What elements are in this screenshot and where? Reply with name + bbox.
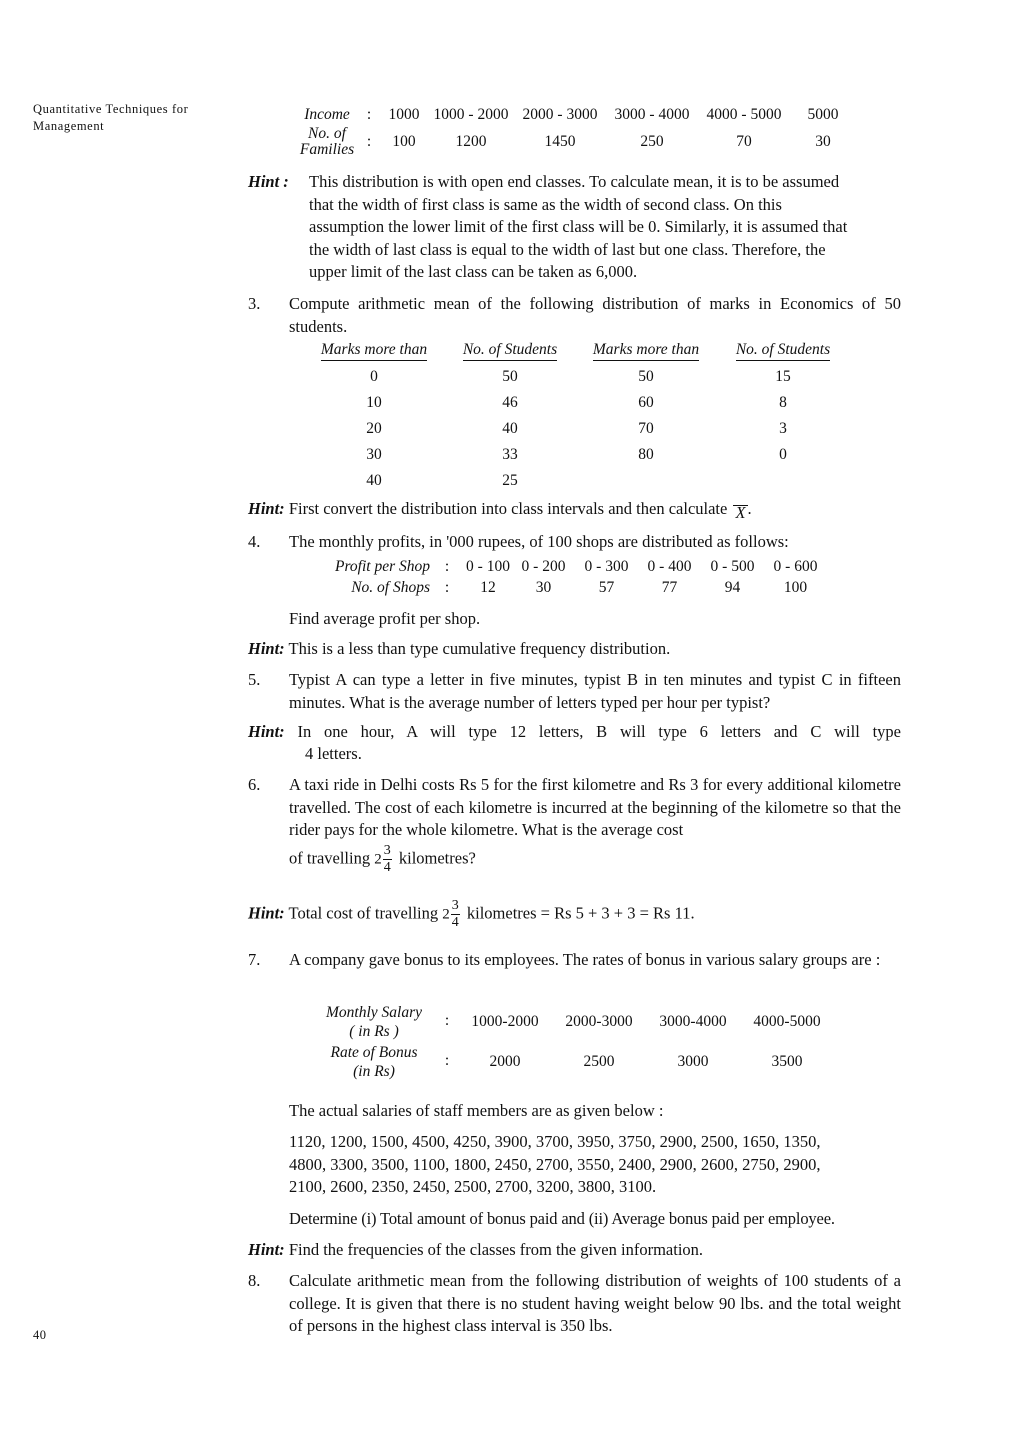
row-label: No. of Shops (351, 578, 430, 596)
hint-1-text (309, 171, 901, 284)
denominator: 4 (451, 915, 459, 930)
period: . (747, 499, 752, 518)
table-cell: 77 (661, 578, 678, 596)
table-row (312, 1042, 834, 1082)
table-cell (715, 468, 851, 494)
table-cell: 3 (779, 420, 787, 437)
income-label: Income (304, 106, 350, 123)
separator: : (444, 1052, 450, 1069)
question-text: The monthly profits, in '000 rupees, of 100 shops are distributed as follows: (289, 532, 789, 551)
fraction (383, 843, 392, 876)
hint-text: Total cost of travelling (288, 903, 439, 923)
hint-line: assumption the lower limit of the first class will be 0. Similarly, it is assumed that (309, 217, 848, 236)
row-label-line1: Rate of Bonus (330, 1044, 418, 1061)
table-cell: 20 (366, 420, 382, 437)
table-cell: 1000 (388, 106, 420, 123)
table-cell: 0 (370, 368, 378, 385)
table-cell: 4000-5000 (753, 1013, 821, 1030)
row-label (312, 1042, 436, 1082)
table-row (305, 416, 851, 442)
table-cell: 8 (779, 394, 787, 411)
hint-7 (248, 1239, 703, 1262)
row-label-line2: (in Rs) (353, 1063, 395, 1080)
separator: : (366, 106, 372, 123)
row-label-line1: Monthly Salary (326, 1004, 422, 1021)
table-cell: 0 - 100 (466, 557, 510, 575)
table-cell: 40 (502, 420, 518, 437)
salaries-intro: The actual salaries of staff members are as given below : (289, 1101, 664, 1120)
column-header: Marks more than (321, 341, 427, 361)
numerator: 3 (451, 898, 459, 913)
separator: : (366, 133, 372, 150)
row-label (312, 1002, 436, 1042)
salaries-line: 1120, 1200, 1500, 4500, 4250, 3900, 3700, 3950, 3750, 2900, 2500, 1650, 1350, (289, 1132, 821, 1151)
row-label: Profit per Shop (334, 557, 430, 575)
table-cell: 5000 (807, 106, 839, 123)
hint-3 (248, 498, 901, 521)
table-cell: 3000 - 4000 (614, 106, 690, 123)
families-label (296, 126, 358, 158)
whole-number: 2 (442, 906, 450, 923)
hint-4 (248, 638, 670, 661)
hint-text: This is a less than type cumulative frequency distribution. (288, 639, 671, 658)
hint-label: Hint: (248, 639, 285, 658)
hint-label (248, 171, 289, 194)
question-number: 4. (248, 532, 261, 551)
numerator: 3 (383, 843, 391, 858)
column-header: No. of Students (463, 341, 557, 361)
question-text: Typist A can type a letter in five minutes, typist B in ten minutes and typist C in fifteen minutes. What is the average number of letters typed per hour per typist? (289, 670, 901, 712)
hint-line: This distribution is with open end classes. To calculate mean, it is to be assumed (309, 172, 840, 191)
table-cell: 2000 - 3000 (522, 106, 598, 123)
table-cell: 70 (736, 133, 752, 150)
separator: : (444, 557, 450, 575)
families-label-line1: No. of (308, 125, 346, 142)
table-cell: 46 (502, 394, 518, 411)
table-cell: 25 (502, 472, 518, 489)
question-text: Calculate arithmetic mean from the following distribution of weights of 100 students of a college. It is given that there is no student having weight below 90 lbs. and the total weight of persons in the highest class interval is 350 lbs. (289, 1271, 901, 1335)
table-cell: 0 - 200 (521, 557, 566, 575)
table-cell: 1000-2000 (471, 1013, 539, 1030)
income-row (296, 104, 856, 126)
hint-line: the width of last class is equal to the width of last but one class. Therefore, the (309, 239, 826, 259)
table-cell: 250 (640, 133, 664, 150)
table-cell: 0 (779, 446, 787, 463)
running-header-line1: Quantitative Techniques for (33, 102, 189, 116)
table-cell: 57 (598, 578, 615, 596)
hint-line: upper limit of the last class can be taken as 6,000. (309, 262, 638, 281)
question-number: 7. (248, 950, 261, 969)
table-cell: 70 (638, 420, 654, 437)
row-label-line2: ( in Rs ) (349, 1023, 399, 1040)
table-row (318, 577, 827, 598)
table-row (305, 442, 851, 468)
hint-label-text: Hint : (248, 172, 289, 191)
table-header-row (305, 336, 851, 364)
table-cell: 2000-3000 (565, 1013, 633, 1030)
hint-text: In one hour, A will type 12 letters, B will type 6 letters and C will type (297, 722, 901, 741)
hint-line: that the width of first class is same as the width of second class. On this (309, 194, 782, 214)
hint-label: Hint: (248, 499, 285, 518)
table-cell: 40 (366, 472, 382, 489)
table-row (318, 556, 827, 577)
profit-table (318, 556, 827, 598)
table-row (305, 364, 851, 390)
fraction (451, 898, 460, 931)
hint-label: Hint: (248, 903, 285, 923)
table-cell: 15 (775, 368, 791, 385)
table-cell: 3500 (771, 1053, 803, 1070)
hint-6 (248, 898, 695, 931)
question-number: 3. (248, 294, 261, 313)
table-cell: 80 (638, 446, 654, 463)
question-number: 5. (248, 670, 261, 689)
x-bar-symbol: X (735, 503, 746, 522)
question-text: A company gave bonus to its employees. The rates of bonus in various salary groups are : (289, 950, 881, 969)
hint-text: First convert the distribution into class intervals and then calculate (288, 499, 728, 518)
families-row (296, 126, 856, 158)
running-header (33, 101, 188, 135)
column-header: Marks more than (593, 341, 699, 361)
table-cell: 0 - 500 (710, 557, 755, 575)
salaries-line: 2100, 2600, 2350, 2450, 2500, 2700, 3200, 3800, 3100. (289, 1177, 657, 1196)
table-cell: 0 - 300 (584, 557, 629, 575)
income-table (296, 104, 856, 158)
hint-text: kilometres = Rs 5 + 3 + 3 = Rs 11. (466, 903, 695, 923)
question-text: A taxi ride in Delhi costs Rs 5 for the first kilometre and Rs 3 for every additional kilometre travelled. The cost of each kilometre is incurred at the beginning of the kilometre so that the rider pays for the whole kilometre. What is the average cost (289, 775, 901, 839)
table-row (312, 1002, 834, 1042)
table-cell: 3000 (677, 1053, 709, 1070)
table-cell: 1450 (544, 133, 576, 150)
question-number: 6. (248, 775, 261, 794)
hint-label: Hint: (248, 1240, 285, 1259)
table-cell: 12 (480, 578, 496, 596)
table-cell: 94 (724, 578, 741, 596)
question-text: Compute arithmetic mean of the following distribution of marks in Economics of 50 students. (289, 294, 901, 336)
table-cell: 60 (638, 394, 654, 411)
table-cell: 0 - 600 (773, 557, 818, 575)
table-cell: 30 (535, 578, 552, 596)
table-cell: 2500 (583, 1053, 615, 1070)
salaries-list (289, 1131, 901, 1199)
text: kilometres? (398, 848, 476, 868)
denominator: 4 (383, 860, 391, 875)
table-cell: 1200 (455, 133, 487, 150)
table-cell: 2000 (489, 1053, 521, 1070)
table-row (305, 468, 851, 494)
hint-5-line2: 4 letters. (305, 744, 362, 763)
table-cell: 1000 - 2000 (433, 106, 509, 123)
table-cell: 4000 - 5000 (706, 106, 782, 123)
bonus-table (312, 1002, 834, 1082)
hint-text: Find the frequencies of the classes from the given information. (288, 1240, 704, 1259)
table-cell: 30 (366, 446, 382, 463)
question-determine: Determine (i) Total amount of bonus paid and (ii) Average bonus paid per employee. (289, 1209, 835, 1228)
page-number: 40 (33, 1328, 47, 1342)
column-header: No. of Students (736, 341, 830, 361)
table-cell: 10 (366, 394, 382, 411)
hint-label: Hint: (248, 722, 285, 741)
table-cell: 33 (502, 446, 518, 463)
whole-number: 2 (374, 851, 382, 868)
salaries-line: 4800, 3300, 3500, 1100, 1800, 2450, 2700, 3550, 2400, 2900, 2600, 2750, 2900, (289, 1154, 821, 1174)
marks-table (305, 336, 851, 494)
separator: : (444, 578, 450, 596)
separator: : (444, 1012, 450, 1029)
table-cell: 3000-4000 (659, 1013, 727, 1030)
question-text-fraction-line (289, 843, 476, 876)
running-header-line2: Management (33, 119, 105, 133)
table-cell: 50 (502, 368, 518, 385)
table-cell: 30 (815, 133, 831, 150)
families-label-line2: Families (299, 141, 355, 158)
question-followup: Find average profit per shop. (289, 609, 481, 628)
table-row (305, 390, 851, 416)
hint-5-line1 (248, 721, 901, 744)
table-cell: 100 (392, 133, 416, 150)
question-number: 8. (248, 1271, 261, 1290)
table-cell: 100 (783, 578, 808, 596)
text: of travelling (289, 848, 371, 868)
table-cell: 0 - 400 (647, 557, 692, 575)
table-cell: 50 (638, 368, 654, 385)
table-cell (577, 468, 715, 494)
